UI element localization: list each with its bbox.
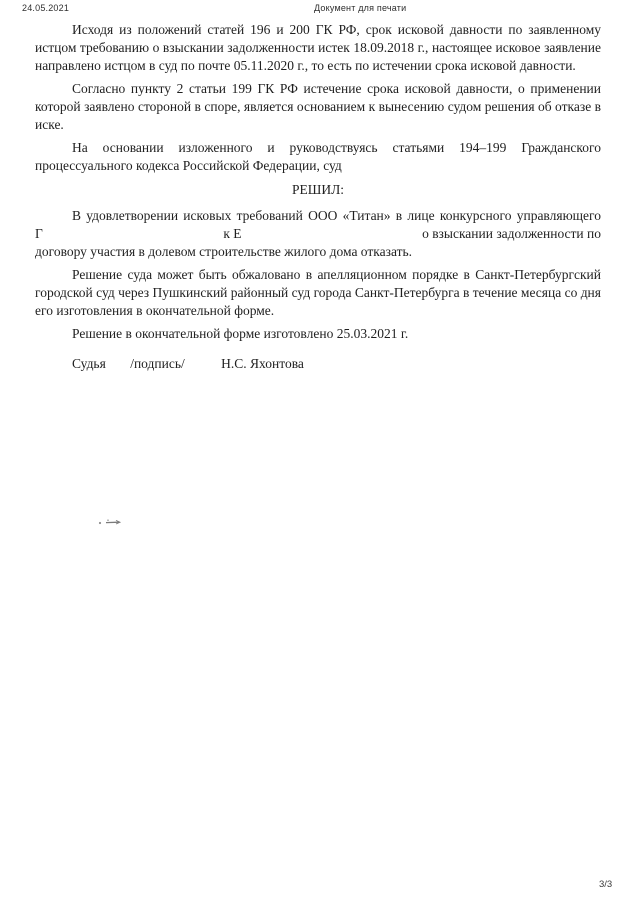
page-number: 3/3 (599, 879, 613, 890)
print-header (0, 3, 631, 17)
header-date: 24.05.2021 (22, 3, 70, 13)
decision-line-1: В удовлетворении исковых требований ООО «Титан» в лице конкурсного управляющего (72, 208, 601, 223)
redacted-plaintiff-initial: Г (35, 226, 43, 241)
paragraph-appeal: Решение суда может быть обжаловано в апелляционном порядке в Санкт-Петербургский городской суд через Пушкинский районный суд города Санкт-Петербурга в течение месяца со дня его изготовления в окончательной форме. (35, 267, 601, 318)
paragraph-limitation-period: Исходя из положений статей 196 и 200 ГК РФ, срок исковой давности по заявленному истцом требованию о взыскании задолженности истек 18.09.2018 г., настоящее исковое заявление направлено истцом в суд по почте 05.11.2020 г., то есть по истечении срока исковой давности. (35, 22, 601, 73)
signature-role: Судья (72, 356, 106, 371)
decision-line-3: договору участия в долевом строительстве жилого дома отказать. (35, 244, 413, 259)
resolution-heading: РЕШИЛ: (291, 182, 345, 197)
paragraph-legal-basis: На основании изложенного и руководствуясь статьями 194–199 Гражданского процессуального кодекса Российской Федерации, суд (35, 140, 601, 173)
header-title: Документ для печати (314, 3, 407, 13)
signature-name: Н.С. Яхонтова (221, 356, 304, 371)
document-body (35, 21, 601, 373)
paragraph-final-form: Решение в окончательной форме изготовлено 25.03.2021 г. (72, 326, 409, 341)
decision-paragraph (35, 207, 601, 261)
signature-stamp: /подпись/ (130, 356, 185, 371)
decision-line-redacted (35, 225, 601, 243)
paragraph-article-199: Согласно пункту 2 статьи 199 ГК РФ истечение срока исковой давности, о применении которой заявлено стороной в споре, является основанием к вынесению судом решения об отказе в иске. (35, 81, 601, 132)
pen-mark-artifact (97, 514, 125, 524)
decision-line-2-tail: о взыскании задолженности по (422, 226, 601, 241)
redacted-defendant-initial: к Е (223, 226, 242, 241)
pen-mark-icon (97, 517, 125, 527)
signature-line (35, 355, 601, 373)
